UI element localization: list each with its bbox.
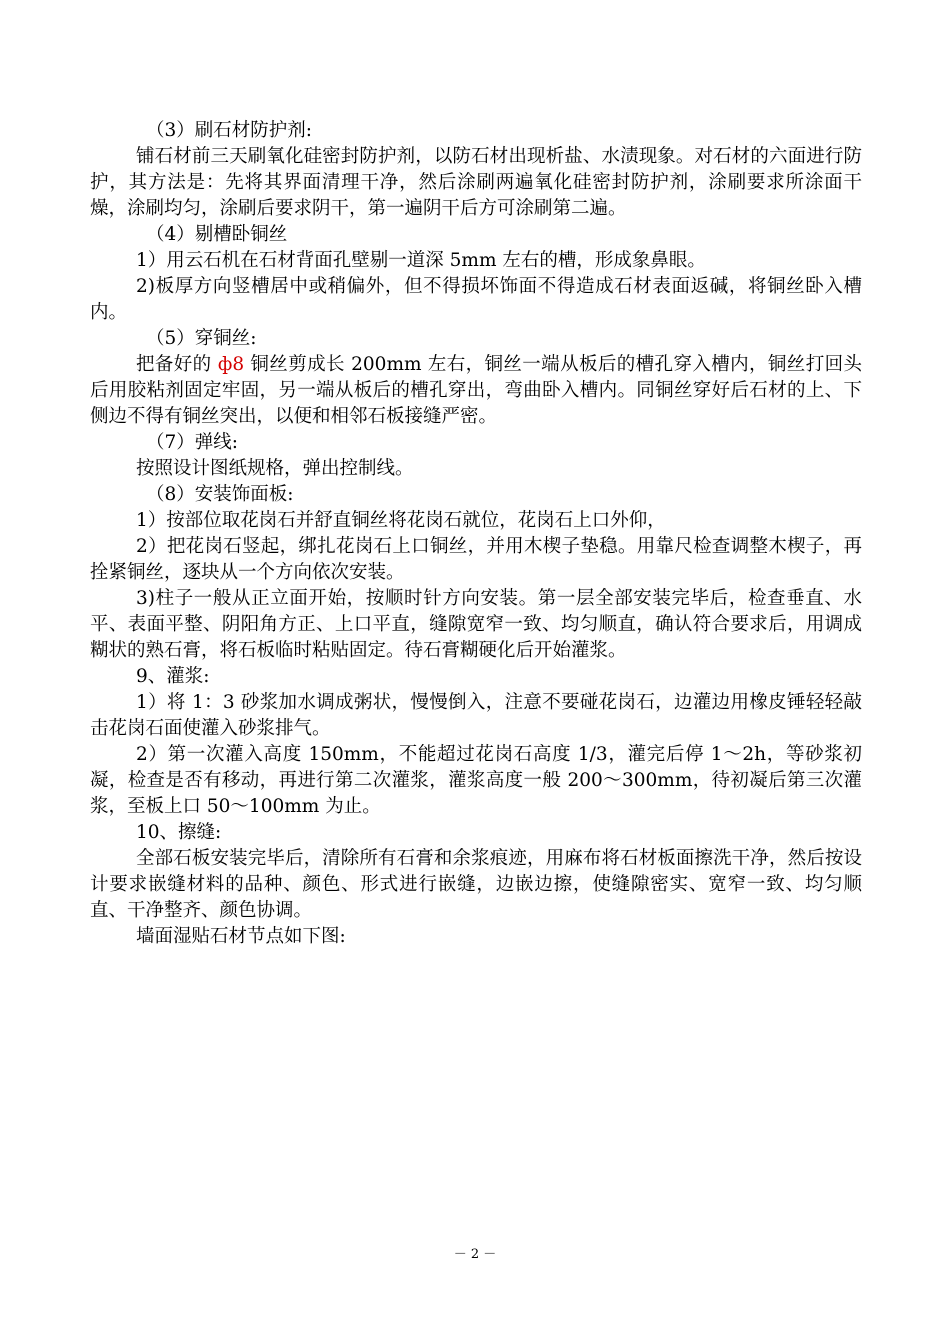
paragraph-groove-step-1: 1）用云石机在石材背面孔壁剔一道深 5mm 左右的槽，形成象鼻眼。: [136, 250, 706, 271]
paragraph-grouting-step-2: 2）第一次灌入高度 150mm，不能超过花岗石高度 1/3，灌完后停 1～2h，等砂浆初凝，检查是否有移动，再进行第二次灌浆，灌浆高度一般 200～300mm，待初凝后第三次灌浆，至板上口 50～100mm 为止。: [90, 744, 862, 817]
paragraph-figure-intro: 墙面湿贴石材节点如下图:: [136, 926, 346, 947]
page-number: － 2 －: [453, 1247, 497, 1262]
heading-groove-copper-wire: （4）剔槽卧铜丝: [146, 224, 288, 245]
paragraph-thread-copper-wire: [90, 352, 862, 430]
heading-protective-agent: （3）刷石材防护剂:: [146, 120, 313, 141]
paragraph-grouting-step-1: 1）将 1：3 砂浆加水调成粥状，慢慢倒入，注意不要碰花岗石，边灌边用橡皮锤轻轻敲击花岗石面使灌入砂浆排气。: [90, 692, 862, 739]
heading-snap-line: （7）弹线:: [146, 432, 239, 453]
heading-joint-wiping: 10、擦缝:: [136, 822, 222, 843]
heading-install-panels: （8）安装饰面板:: [146, 484, 294, 505]
paragraph-joint-wiping: 全部石板安装完毕后，清除所有石膏和余浆痕迹，用麻布将石材板面擦洗干净，然后按设计要求嵌缝材料的品种、颜色、形式进行嵌缝，边嵌边擦，使缝隙密实、宽窄一致、均匀顺直、干净整齐、颜色协调。: [90, 848, 862, 921]
paragraph-groove-step-2: 2)板厚方向竖槽居中或稍偏外，但不得损坏饰面不得造成石材表面返碱，将铜丝卧入槽内。: [90, 276, 862, 323]
body-text: [90, 118, 862, 950]
paragraph-install-step-3: 3)柱子一般从正立面开始，按顺时针方向安装。第一层全部安装完毕后，检查垂直、水平、表面平整、阴阳角方正、上口平直，缝隙宽窄一致、均匀顺直，确认符合要求后，用调成糊状的熟石膏，将石板临时粘贴固定。待石膏糊硬化后开始灌浆。: [90, 588, 862, 661]
diameter-highlight: ф8: [217, 354, 245, 375]
paragraph-protective-agent: 铺石材前三天刷氧化硅密封防护剂，以防石材出现析盐、水渍现象。对石材的六面进行防护，其方法是：先将其界面清理干净，然后涂刷两遍氧化硅密封防护剂，涂刷要求所涂面干燥，涂刷均匀，涂刷后要求阴干，第一遍阴干后方可涂刷第二遍。: [90, 146, 862, 219]
paragraph-snap-line: 按照设计图纸规格，弹出控制线。: [136, 458, 414, 479]
paragraph-prefix: 把备好的: [136, 354, 218, 375]
heading-grouting: 9、灌浆:: [136, 666, 210, 687]
paragraph-remainder: 铜丝剪成长 200mm 左右，铜丝一端从板后的槽孔穿入槽内，铜丝打回头后用胶粘剂固定牢固，另一端从板后的槽孔穿出，弯曲卧入槽内。同铜丝穿好后石材的上、下侧边不得有铜丝突出，以便和相邻石板接缝严密。: [90, 354, 862, 427]
paragraph-install-step-1: 1）按部位取花岗石并舒直铜丝将花岗石就位，花岗石上口外仰，: [136, 510, 666, 531]
paragraph-install-step-2: 2）把花岗石竖起，绑扎花岗石上口铜丝，并用木楔子垫稳。用靠尺检查调整木楔子，再拴紧铜丝，逐块从一个方向依次安装。: [90, 536, 862, 583]
heading-thread-copper-wire: （5）穿铜丝:: [146, 328, 257, 349]
